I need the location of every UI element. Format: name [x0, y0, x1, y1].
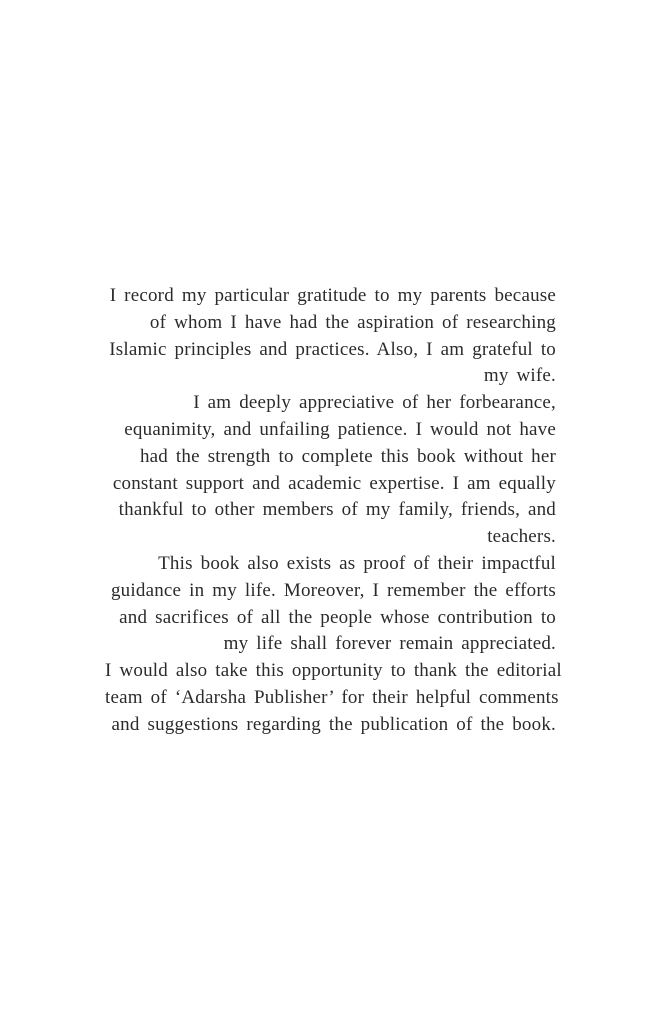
acknowledgments-text-block: [105, 283, 562, 739]
text-line: thankful to other members of my family, friends, and: [118, 499, 556, 521]
paragraph: [105, 658, 562, 738]
text-line: Islamic principles and practices. Also, I am grateful to: [109, 338, 556, 360]
text-line: of whom I have had the aspiration of researching: [149, 311, 556, 333]
text-line: I am deeply appreciative of her forbearance,: [193, 392, 556, 414]
text-line: my life shall forever remain appreciated.: [223, 633, 556, 655]
text-line: and sacrifices of all the people whose contribution to: [119, 606, 556, 628]
text-line: I would also take this opportunity to thank the editorial: [105, 660, 562, 682]
text-line: This book also exists as proof of their impactful: [158, 552, 556, 574]
paragraph: [105, 551, 556, 658]
text-line: equanimity, and unfailing patience. I would not have: [124, 418, 556, 440]
text-line: had the strength to complete this book without her: [139, 445, 556, 467]
text-line: team of ‘Adarsha Publisher’ for their helpful comments: [105, 686, 559, 708]
text-line: constant support and academic expertise. I am equally: [112, 472, 556, 494]
text-line: and suggestions regarding the publication of the book.: [111, 713, 556, 735]
text-line: guidance in my life. Moreover, I remember the efforts: [110, 579, 556, 601]
text-line: I record my particular gratitude to my parents because: [109, 285, 556, 306]
text-line: teachers.: [487, 526, 556, 548]
text-line: my wife.: [483, 365, 556, 387]
paragraph: [105, 390, 556, 551]
paragraph: [105, 283, 556, 390]
